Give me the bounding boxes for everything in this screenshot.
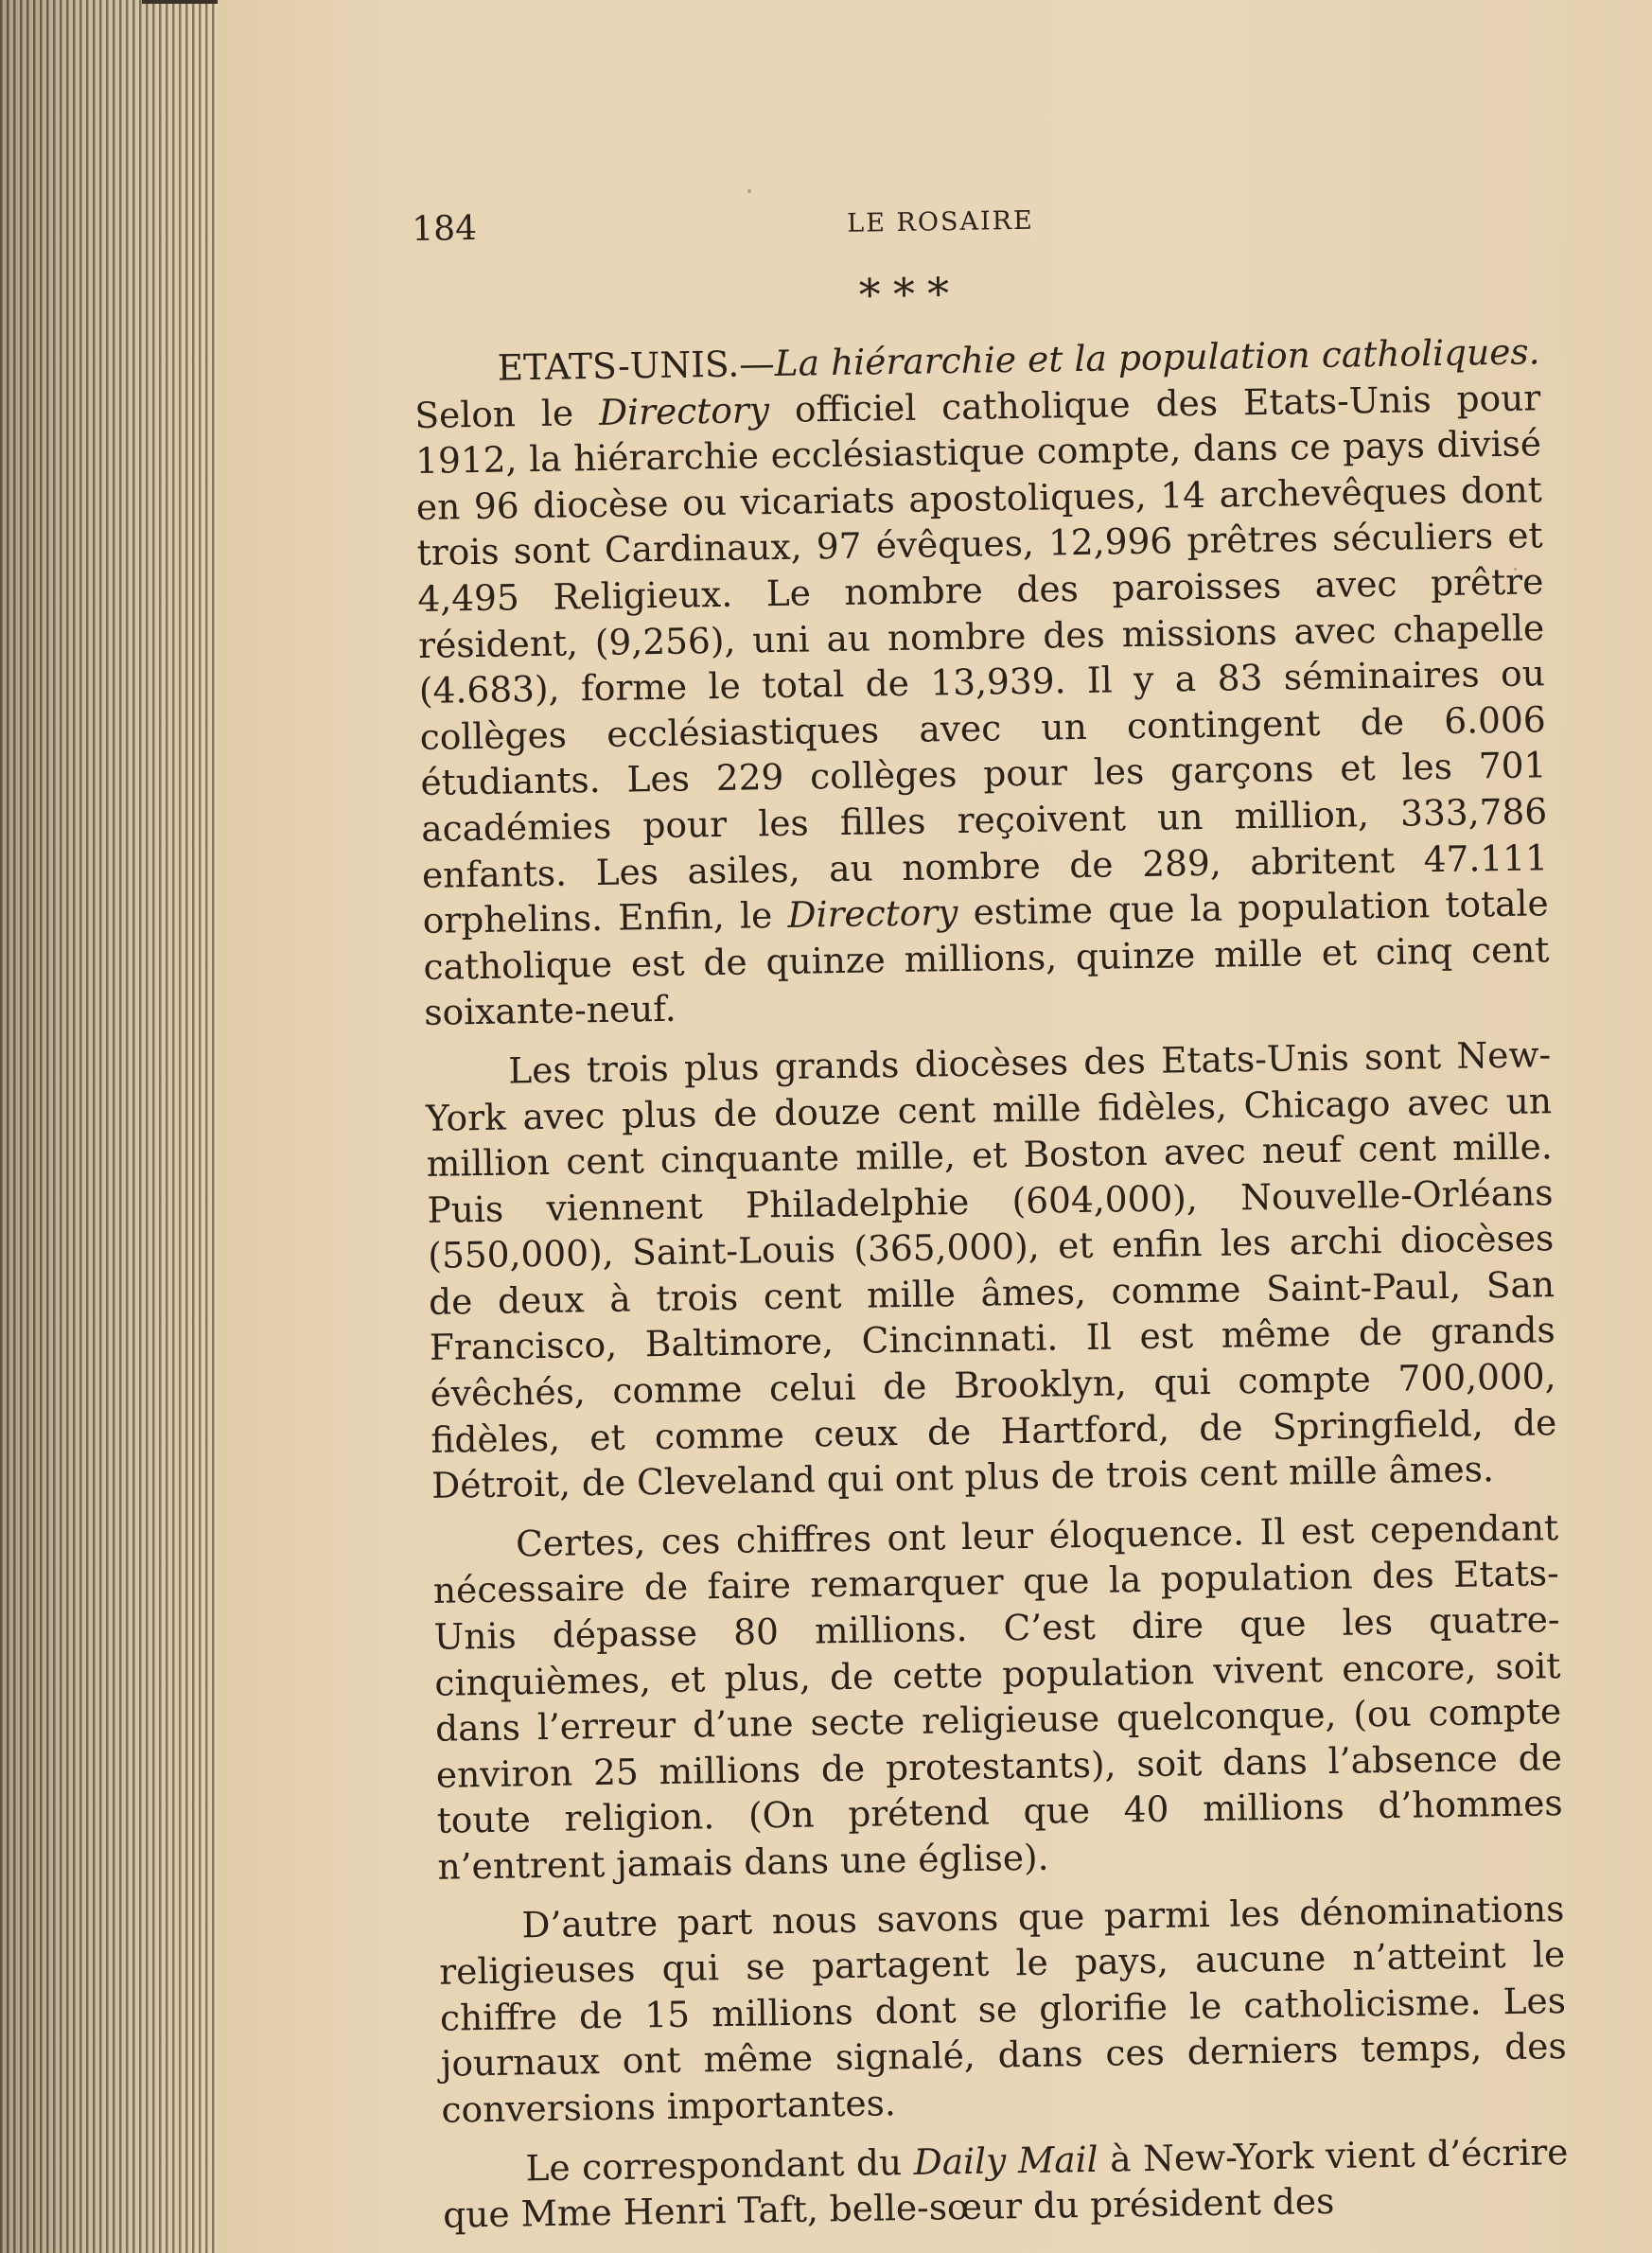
paragraph	[425, 1031, 1557, 1509]
article-body	[413, 328, 1569, 2238]
book-spine	[0, 0, 218, 2253]
italic-text: Directory	[787, 891, 958, 936]
text-run: ETATS-UNIS.—	[497, 342, 776, 389]
italic-text: Daily Mail	[913, 2138, 1098, 2183]
section-asterism: * * *	[858, 268, 952, 321]
italic-text: La hiérarchie et la population catholiques.	[774, 330, 1540, 384]
text-run: Le correspondant du	[525, 2140, 915, 2189]
text-run: Les trois plus grands diocèses des Etats-Unis sont New-York avec plus de douze cent mille fidèles, Chicago avec un million cent cinquante mille, et Boston avec neuf cent mille. Puis viennent Philadelphie (604,000), Nouvelle-Orléans (550,000), Saint-Louis (365,000), et enfin les archi diocèses de deux à trois cent mille âmes, comme Saint-Paul, San Francisco, Baltimore, Cincinnati. Il est même de grands évêchés, comme celui de Brooklyn, qui compte 700,000, fidèles, et comme ceux de Hartford, de Springfield, de Détroit, de Cleveland qui ont plus de trois cent mille âmes.	[425, 1033, 1557, 1507]
italic-text: Directory	[598, 388, 770, 433]
paragraph	[438, 1886, 1568, 2134]
page-content	[412, 192, 1579, 2238]
text-run: Selon le	[414, 391, 600, 436]
text-run: D’autre part nous savons que parmi les dénominations religieuses qui se partagent le pays, aucune n’atteint le chiffre de 15 millions dont se glorifie le catholicisme. Les journaux ont même signalé, dans ces derniers temps, des conversions importantes.	[438, 1887, 1567, 2131]
running-title: LE ROSAIRE	[847, 205, 1034, 238]
paragraph	[413, 328, 1550, 1036]
paragraph	[432, 1505, 1564, 1890]
page-number: 184	[412, 208, 478, 249]
text-run: estime que la population totale catholique est de quinze millions, quinze mille et cinq cent soixante-neuf.	[423, 882, 1550, 1034]
text-run: officiel catholique des Etats-Unis pour 1912, la hiérarchie ecclésiastique compte, dans ce pays divisé en 96 diocèse ou vicariats apostoliques, 14 archevêques dont trois sont Cardinaux, 97 évêques, 12,996 prêtres séculiers et 4,495 Religieux. Le nombre des paroisses avec prêtre résident, (9,256), uni au nombre des missions avec chapelle (4.683), forme le total de 13,939. Il y a 83 séminaires ou collèges ecclésiastiques avec un contingent de 6.006 étudiants. Les 229 collèges pour les garçons et les 701 académies pour les filles reçoivent un million, 333,786 enfants. Les asiles, au nombre de 289, abritent 47.111 orphelins. Enfin, le	[414, 376, 1549, 942]
text-run: à New-York vient d’écrire que Mme Henri Taft, belle-sœur du président des	[442, 2130, 1569, 2236]
text-run: Certes, ces chiffres ont leur éloquence. Il est cependant nécessaire de faire remarquer que la population des Etats-Unis dépasse 80 millions. C’est dire que les quatre-cinquièmes, et plus, de cette population vivent encore, soit dans l’erreur d’une secte religieuse quelconque, (ou compte environ 25 millions de protestants), soit dans l’absence de toute religion. (On prétend que 40 millions d’hommes n’entrent jamais dans une église).	[432, 1505, 1563, 1888]
paragraph	[442, 2129, 1569, 2239]
